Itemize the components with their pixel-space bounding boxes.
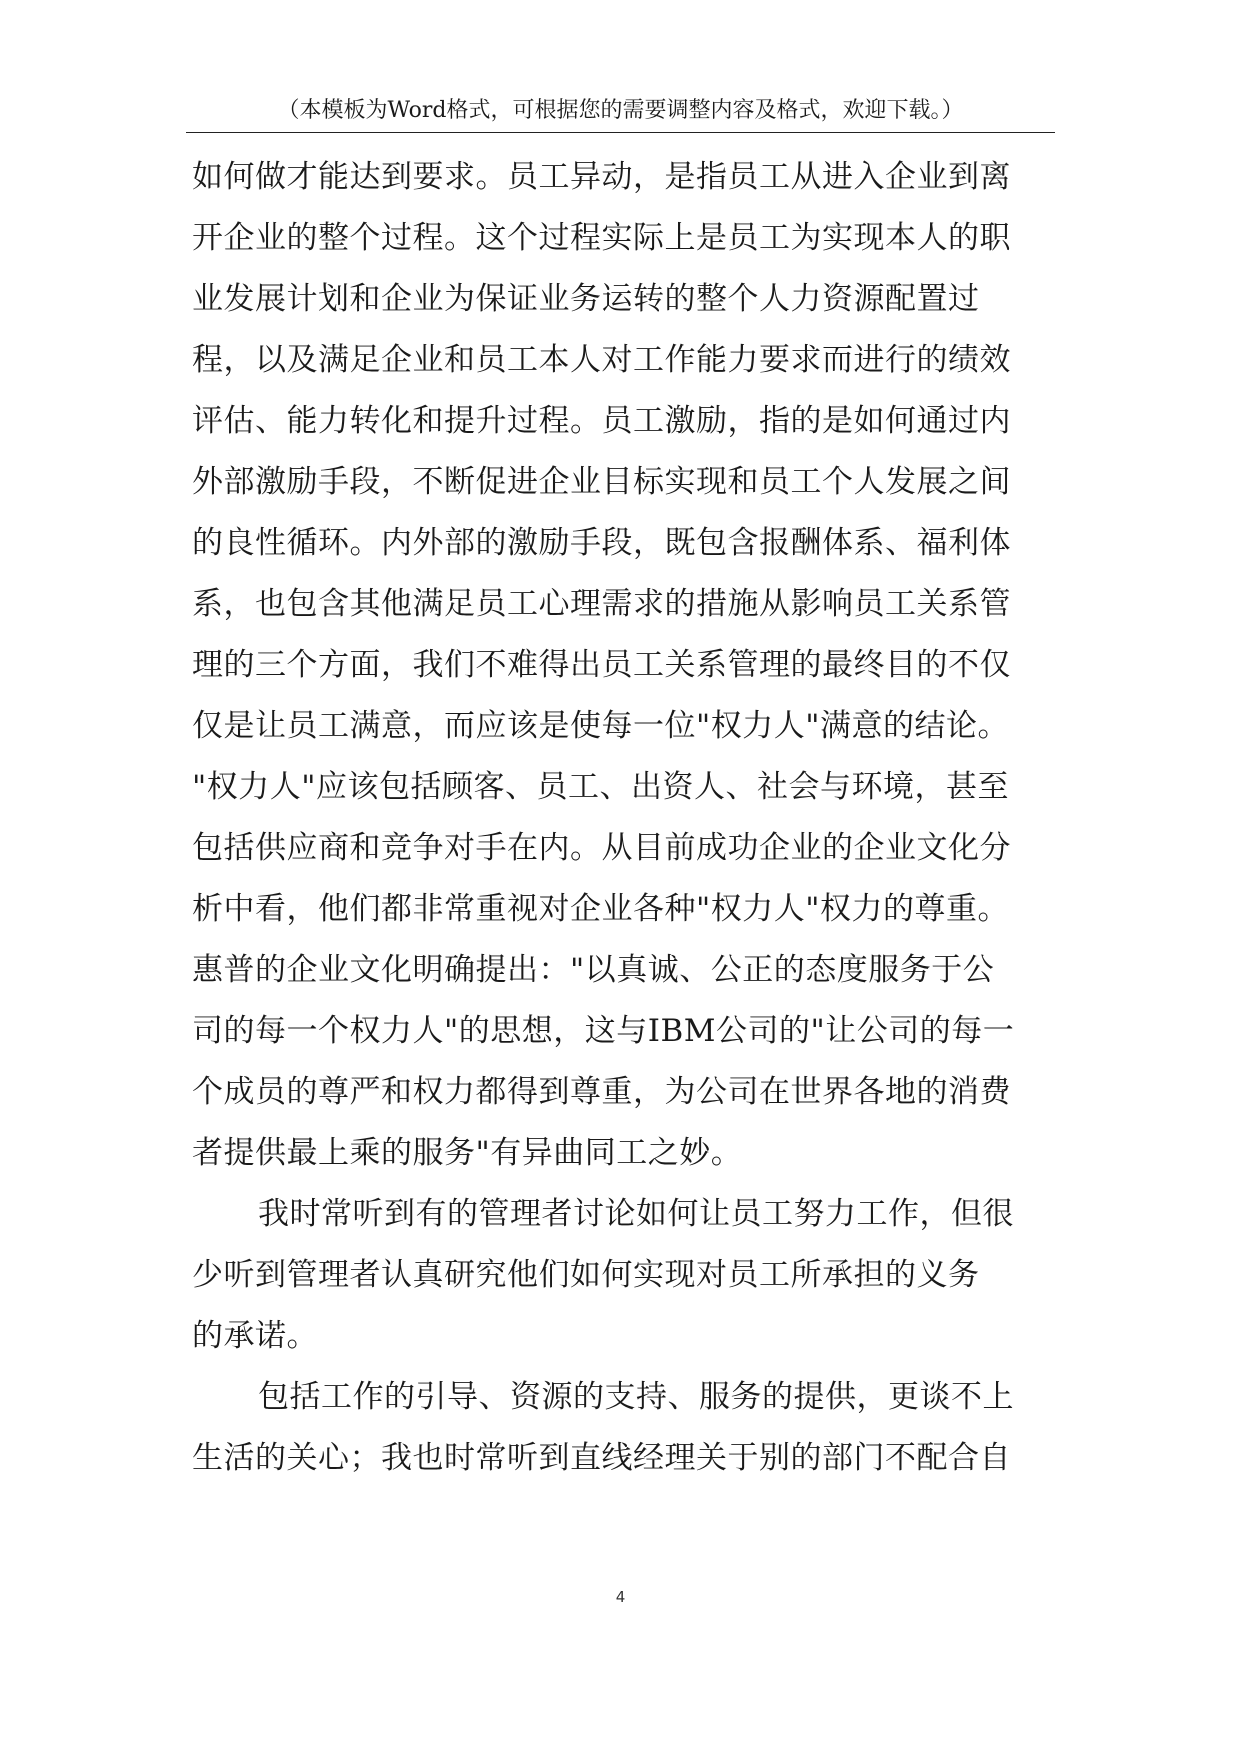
text-line: 司的每一个权力人"的思想，这与IBM公司的"让公司的每一 bbox=[192, 1013, 1015, 1049]
text-line: 包括工作的引导、资源的支持、服务的提供，更谈不上 bbox=[258, 1379, 1014, 1415]
text-line: 个成员的尊严和权力都得到尊重，为公司在世界各地的消费 bbox=[192, 1074, 1011, 1110]
text-line: 评估、能力转化和提升过程。员工激励，指的是如何通过内 bbox=[192, 403, 1011, 439]
text-line: 我时常听到有的管理者讨论如何让员工努力工作，但很 bbox=[258, 1196, 1014, 1232]
text-line: 系，也包含其他满足员工心理需求的措施从影响员工关系管 bbox=[192, 586, 1011, 622]
page-number: 4 bbox=[615, 1588, 626, 1606]
text-line: 如何做才能达到要求。员工异动，是指员工从进入企业到离 bbox=[192, 159, 1011, 195]
page-header: （本模板为Word格式，可根据您的需要调整内容及格式，欢迎下载。） bbox=[277, 98, 964, 123]
text-line: 的承诺。 bbox=[192, 1318, 318, 1354]
text-line: "权力人"应该包括顾客、员工、出资人、社会与环境，甚至 bbox=[192, 769, 1010, 805]
header-divider bbox=[186, 132, 1055, 133]
text-line: 理的三个方面，我们不难得出员工关系管理的最终目的不仅 bbox=[192, 647, 1011, 683]
text-line: 惠普的企业文化明确提出："以真诚、公正的态度服务于公 bbox=[192, 952, 995, 988]
text-line: 仅是让员工满意，而应该是使每一位"权力人"满意的结论。 bbox=[192, 708, 1010, 744]
text-line: 者提供最上乘的服务"有异曲同工之妙。 bbox=[192, 1135, 743, 1171]
text-line: 程，以及满足企业和员工本人对工作能力要求而进行的绩效 bbox=[192, 342, 1011, 378]
text-line: 少听到管理者认真研究他们如何实现对员工所承担的义务 bbox=[192, 1257, 980, 1293]
text-line: 析中看，他们都非常重视对企业各种"权力人"权力的尊重。 bbox=[192, 891, 1010, 927]
text-line: 的良性循环。内外部的激励手段，既包含报酬体系、福利体 bbox=[192, 525, 1011, 561]
text-line: 外部激励手段，不断促进企业目标实现和员工个人发展之间 bbox=[192, 464, 1011, 500]
text-line: 生活的关心；我也时常听到直线经理关于别的部门不配合自 bbox=[192, 1440, 1011, 1476]
text-line: 包括供应商和竞争对手在内。从目前成功企业的企业文化分 bbox=[192, 830, 1011, 866]
text-line: 开企业的整个过程。这个过程实际上是员工为实现本人的职 bbox=[192, 220, 1011, 256]
body-text bbox=[192, 147, 1072, 1489]
text-line: 业发展计划和企业为保证业务运转的整个人力资源配置过 bbox=[192, 281, 980, 317]
